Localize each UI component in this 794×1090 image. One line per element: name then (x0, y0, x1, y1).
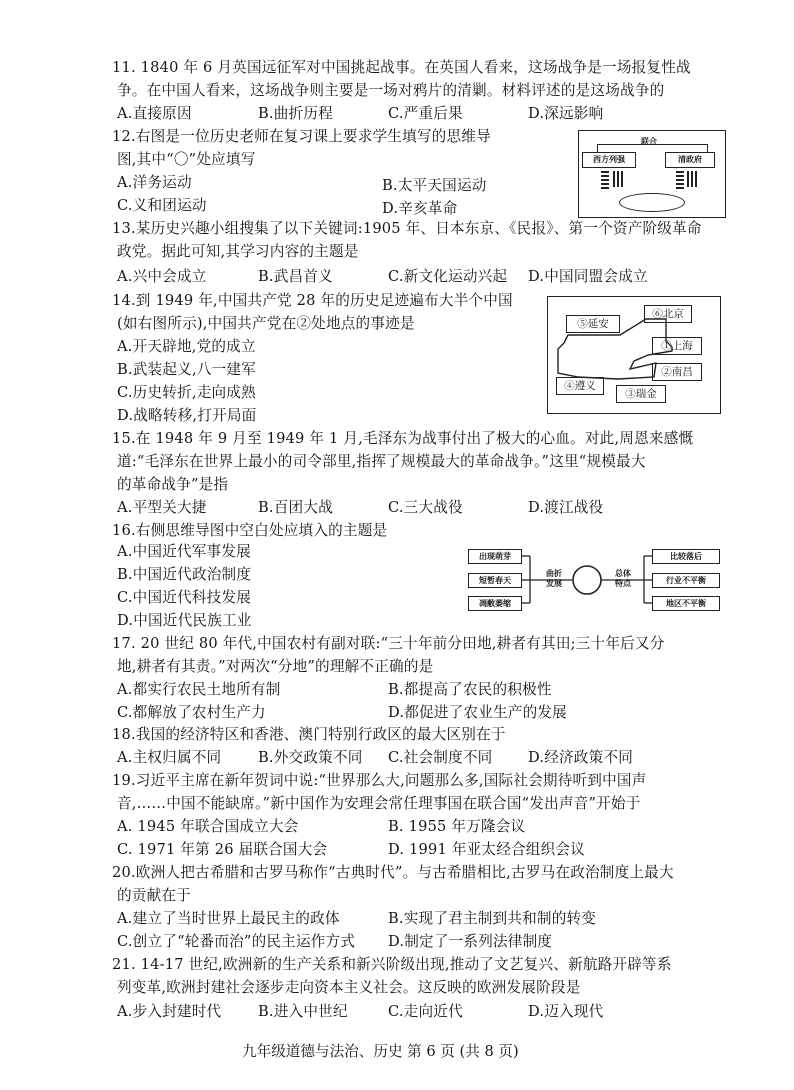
q14-map-beijing: ⑥北京 (644, 305, 692, 323)
q20-stem-line2: 的贡献在于 (117, 887, 191, 904)
q21-option-c: C.走向近代 (388, 1003, 463, 1020)
q14-map-zunyi: ④遵义 (556, 377, 604, 395)
q16-left-box-2: 短暂春天 (468, 573, 522, 588)
q16-left-box-3: 凋敝萎缩 (468, 596, 522, 611)
q12-diagram-box-qing: 清政府 (665, 152, 715, 168)
q11-stem-line2: 争。在中国人看来，这场战争则主要是一场对鸦片的清剿。材料评述的是这场战争的 (117, 82, 665, 99)
q21-option-a: A.步入封建时代 (117, 1003, 222, 1020)
q17-stem-line2: 地,耕者有其责。”对两次“分地”的理解不正确的是 (117, 658, 434, 675)
q11-option-d: D.深远影响 (528, 105, 604, 122)
q12-option-a: A.洋务运动 (117, 174, 192, 191)
q16-option-d: D.中国近代民族工业 (117, 612, 252, 629)
q11-option-a: A.直接原因 (117, 105, 192, 122)
q19-option-b: B. 1955 年万隆会议 (388, 818, 526, 835)
q11-option-c: C.严重后果 (388, 105, 463, 122)
q14-option-c: C.历史转折,走向成熟 (117, 384, 256, 401)
q17-option-a: A.都实行农民土地所有制 (117, 681, 281, 698)
q16-left-box-1: 出现萌芽 (468, 549, 522, 564)
q18-option-b: B.外交政策不同 (258, 749, 363, 766)
q19-option-a: A. 1945 年联合国成立大会 (117, 818, 299, 835)
q19-option-c: C. 1971 年第 26 届联合国大会 (117, 841, 328, 858)
q16-mind-map (468, 546, 722, 610)
q18-stem: 18.我国的经济特区和香港、澳门特别行政区的最大区别在于 (112, 726, 506, 743)
q15-option-b: B.百团大战 (258, 499, 333, 516)
q21-stem-line2: 列变革,欧洲封建社会逐步走向资本主义社会。这反映的欧洲发展阶段是 (117, 979, 581, 996)
q21-option-b: B.进入中世纪 (258, 1003, 348, 1020)
q18-option-c: C.社会制度不同 (388, 749, 493, 766)
q15-stem-line2: 道:“毛泽东在世界上最小的司令部里,指挥了规模最大的革命战争。”这里“规模最大 (117, 453, 646, 470)
q13-stem-line1: 13.某历史兴趣小组搜集了以下关键词:1905 年、日本东京、《民报》、第一个资产阶级革命 (112, 220, 702, 237)
q14-option-a: A.开天辟地,党的成立 (117, 338, 256, 355)
q12-stem-line2: 图,其中“〇”处应填写 (117, 151, 256, 168)
q14-map-yanan: ⑤延安 (566, 315, 620, 333)
q16-option-b: B.中国近代政治制度 (117, 566, 252, 583)
q17-option-d: D.都促进了农业生产的发展 (388, 704, 567, 721)
q17-option-b: B.都提高了农民的积极性 (388, 681, 552, 698)
q19-option-d: D. 1991 年亚太经合组织会议 (388, 841, 585, 858)
q17-option-c: C.都解放了农村生产力 (117, 704, 266, 721)
q14-map-ruijin: ③瑞金 (616, 385, 666, 403)
q16-label-overall-features: 总体 特点 (615, 569, 631, 588)
q11-stem-line1: 11. 1840 年 6 月英国远征军对中国挑起战事。在英国人看来，这场战争是一场报复性战 (112, 59, 691, 76)
q13-option-b: B.武昌首义 (258, 268, 333, 285)
q16-option-c: C.中国近代科技发展 (117, 589, 252, 606)
q13-stem-line2: 政党。据此可知,其学习内容的主题是 (117, 243, 359, 260)
q21-stem-line1: 21. 14-17 世纪,欧洲新的生产关系和新兴阶级出现,推动了文艺复兴、新航路开辟等系 (112, 956, 672, 973)
q16-option-a: A.中国近代军事发展 (117, 543, 251, 560)
q20-option-d: D.制定了一系列法律制度 (388, 933, 553, 950)
q15-option-a: A.平型关大捷 (117, 499, 207, 516)
q21-option-d: D.迈入现代 (528, 1003, 604, 1020)
q17-stem-line1: 17. 20 世纪 80 年代,中国农村有副对联:“三十年前分田地,耕者有其田;三十年后又分 (112, 635, 665, 652)
q20-option-c: C.创立了“轮番而治”的民主运作方式 (117, 933, 356, 950)
q20-option-a: A.建立了当时世界上最民主的政体 (117, 910, 340, 927)
q16-label-twisted-development: 曲折 发展 (546, 569, 562, 588)
q15-stem-line1: 15.在 1948 年 9 月至 1949 年 1 月,毛泽东为战事付出了极大的心血。对此,周恩来感慨 (112, 430, 694, 447)
q16-stem: 16.右侧思维导图中空白处应填入的主题是 (112, 522, 388, 539)
q12-diagram-box-powers: 西方列强 (582, 152, 636, 168)
q12-diagram-blank-ellipse (619, 193, 685, 212)
q14-stem-line2: (如右图所示),中国共产党在②处地点的事迹是 (117, 315, 415, 332)
q18-option-d: D.经济政策不同 (528, 749, 633, 766)
q14-map-shanghai: ①上海 (652, 337, 702, 355)
q15-option-d: D.渡江战役 (528, 499, 604, 516)
q11-option-b: B.曲折历程 (258, 105, 333, 122)
q13-option-a: A.兴中会成立 (117, 268, 207, 285)
q14-route-map (547, 296, 721, 414)
q18-option-a: A.主权归属不同 (117, 749, 222, 766)
q15-stem-line3: 的革命战争”是指 (117, 476, 229, 493)
q14-option-b: B.武装起义,八一建军 (117, 361, 256, 378)
q20-option-b: B.实现了君主制到共和制的转变 (388, 910, 597, 927)
q12-diagram (578, 130, 726, 218)
q12-option-c: C.义和团运动 (117, 197, 207, 214)
q15-option-c: C.三大战役 (388, 499, 463, 516)
q16-right-box-3: 地区不平衡 (652, 596, 720, 611)
q19-stem-line1: 19.习近平主席在新年贺词中说:“世界那么大,问题那么多,国际社会期待听到中国声 (112, 772, 647, 789)
q12-option-b: B.太平天国运动 (382, 177, 487, 194)
q16-right-box-1: 比较落后 (652, 549, 720, 564)
q14-stem-line1: 14.到 1949 年,中国共产党 28 年的历史足迹遍布大半个中国 (112, 292, 513, 309)
q19-stem-line2: 音,……中国不能缺席。”新中国作为安理会常任理事国在联合国“发出声音”开始于 (117, 795, 641, 812)
q13-option-c: C.新文化运动兴起 (388, 268, 508, 285)
q14-option-d: D.战略转移,打开局面 (117, 407, 257, 424)
q12-diagram-top-label: 联合 (641, 137, 657, 146)
page-footer: 九年级道德与法治、历史 第 6 页 (共 8 页) (242, 1043, 519, 1060)
q12-option-d: D.辛亥革命 (382, 200, 458, 217)
q13-option-d: D.中国同盟会成立 (528, 268, 648, 285)
q16-right-box-2: 行业不平衡 (652, 573, 720, 588)
q12-stem-line1: 12.右图是一位历史老师在复习课上要求学生填写的思维导 (112, 128, 491, 145)
q14-map-nanchang: ②南昌 (652, 363, 702, 381)
q20-stem-line1: 20.欧洲人把古希腊和古罗马称作“古典时代”。与古希腊相比,古罗马在政治制度上最大 (112, 864, 674, 881)
